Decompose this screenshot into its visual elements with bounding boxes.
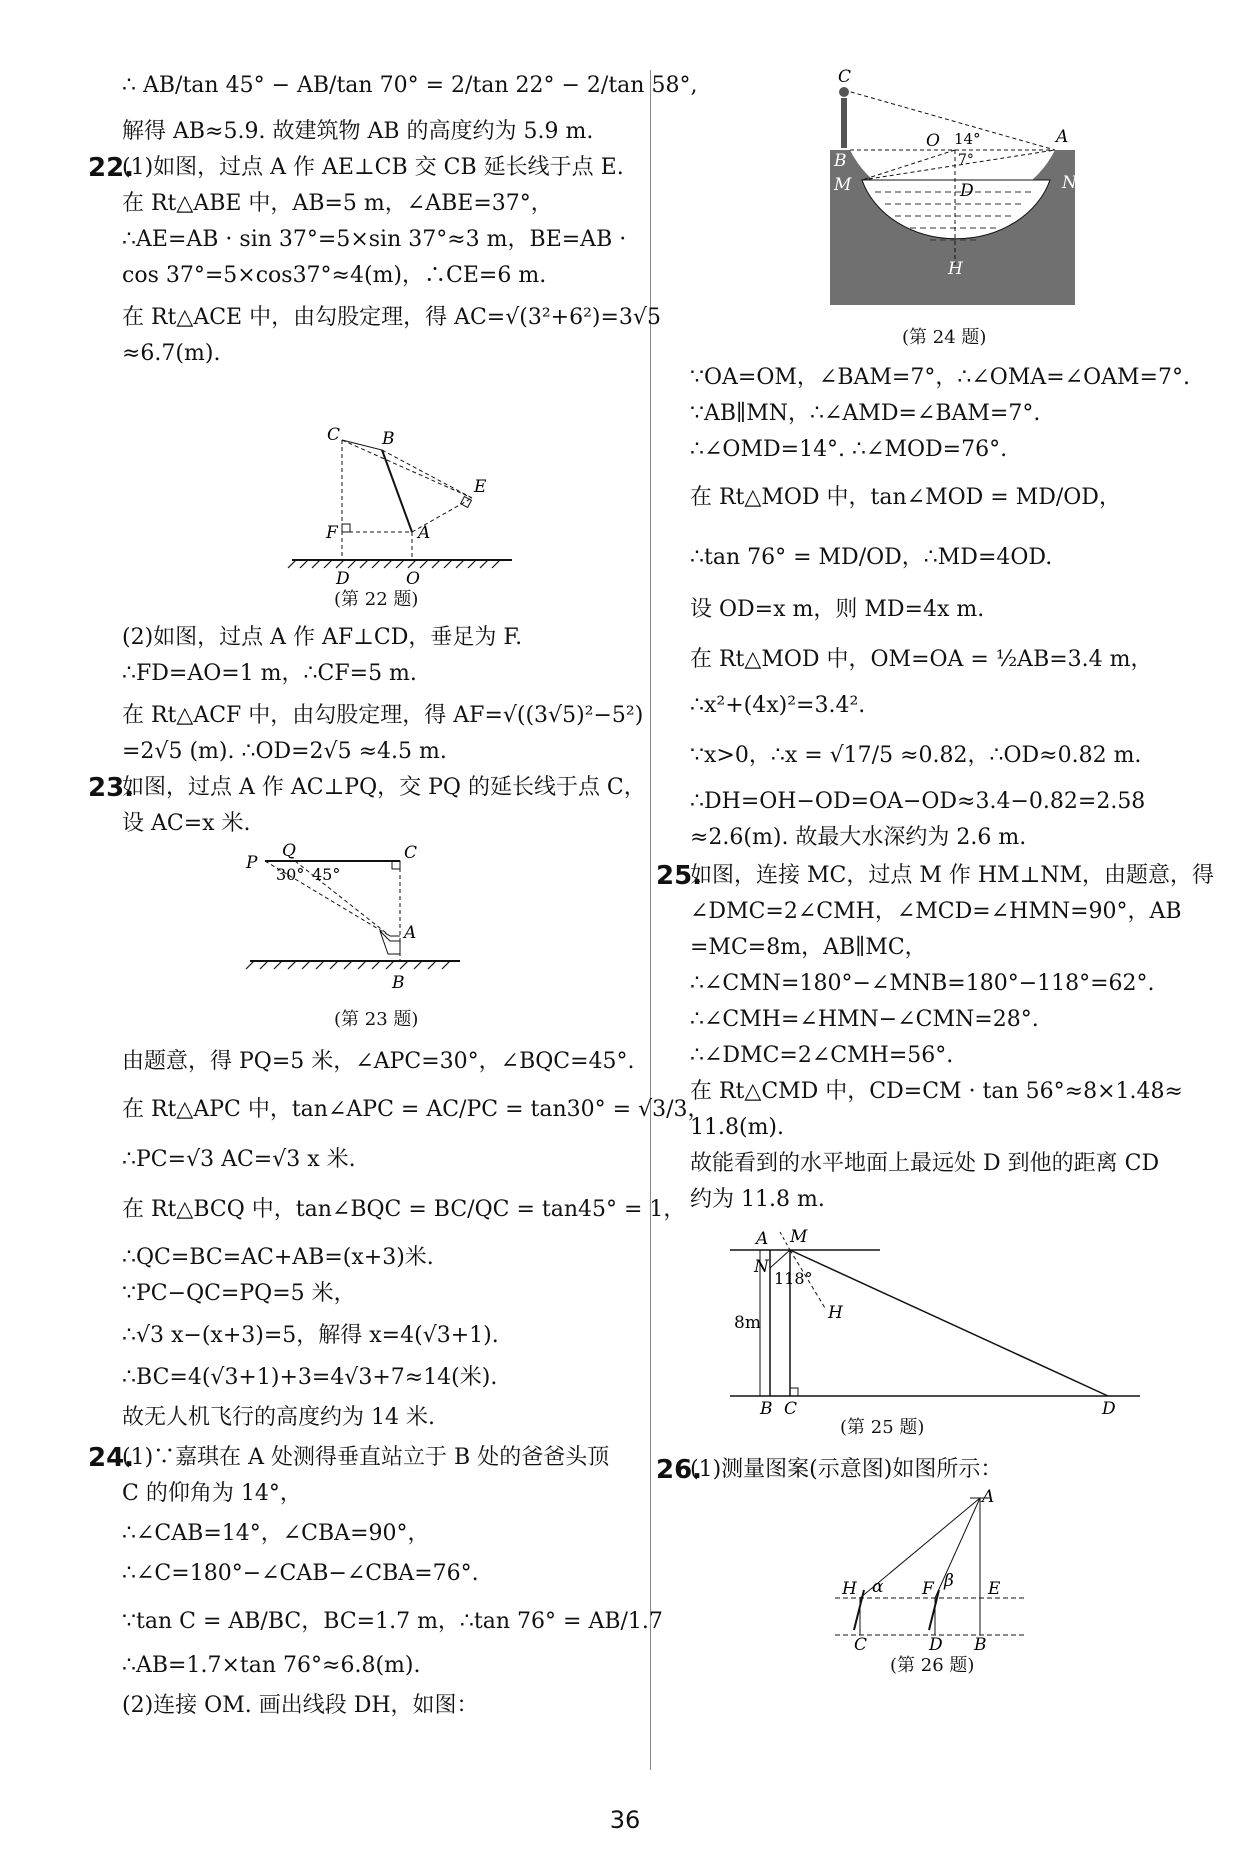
fig-label: B (760, 1399, 773, 1419)
fig-label: A (982, 1487, 995, 1507)
fig-label: B (382, 429, 395, 449)
text-line: 由题意，得 PQ=5 米，∠APC=30°，∠BQC=45°. (122, 1049, 635, 1074)
fig-label: M (790, 1227, 808, 1247)
fig-label: 118° (774, 1269, 813, 1288)
fig-label: C (327, 425, 341, 445)
text-line: 在 Rt△ABE 中，AB=5 m，∠ABE=37°， (122, 191, 553, 216)
text-line: ∵tan C = AB/BC，BC=1.7 m，∴tan 76° = AB/1.7 (122, 1609, 663, 1634)
text-line: ∴BC=4(√3+1)+3=4√3+7≈14(米). (122, 1365, 498, 1390)
text-line: ∠DMC=2∠CMH，∠MCD=∠HMN=90°，AB (690, 899, 1182, 924)
fig-label: H (948, 259, 963, 279)
fig-label: β (944, 1571, 954, 1591)
text-line: 约为 11.8 m. (690, 1187, 825, 1212)
text-line: ∴x²+(4x)²=3.4². (690, 693, 866, 718)
text-line: ∵x>0，∴x = √17/5 ≈0.82，∴OD≈0.82 m. (690, 743, 1142, 768)
text-line: 故能看到的水平地面上最远处 D 到他的距离 CD (690, 1151, 1160, 1176)
figure-caption: (第 22 题) (334, 589, 419, 610)
text-line: ≈6.7(m). (122, 341, 221, 366)
fig-label: 14° (954, 130, 981, 148)
figure-26 (830, 1487, 1030, 1655)
fig-label: B (974, 1635, 987, 1655)
problem-number: 23. (88, 773, 135, 803)
figure-24 (830, 67, 1090, 320)
fig-label: C (784, 1399, 798, 1419)
text-line: 如图，连接 MC，过点 M 作 HM⊥NM，由题意，得 (690, 863, 1215, 888)
text-line: ∴FD=AO=1 m，∴CF=5 m. (122, 661, 417, 686)
text-line: cos 37°=5×cos37°≈4(m)，∴CE=6 m. (122, 263, 547, 288)
fig-label: C (838, 67, 852, 87)
text-line: (2)连接 OM. 画出线段 DH，如图： (122, 1693, 479, 1718)
fig-label: E (474, 477, 487, 497)
text-line: 在 Rt△BCQ 中，tan∠BQC = BC/QC = tan45° = 1， (122, 1197, 686, 1222)
fig-label: E (988, 1579, 1001, 1599)
text-line: (1)测量图案(示意图)如图所示： (690, 1457, 1003, 1482)
figure-caption: (第 23 题) (334, 1009, 419, 1030)
fig-label: D (336, 569, 350, 589)
fig-label: F (922, 1579, 934, 1599)
figure-25 (720, 1227, 1140, 1419)
page-number: 36 (609, 1806, 641, 1834)
text-line: ∵OA=OM，∠BAM=7°，∴∠OMA=∠OAM=7°. (690, 365, 1190, 390)
text-line: ∴tan 76° = MD/OD，∴MD=4OD. (690, 545, 1053, 570)
text-line: (1)∵嘉琪在 A 处测得垂直站立于 B 处的爸爸头顶 (122, 1445, 610, 1470)
fig-label: C (854, 1635, 868, 1655)
fig-label: N (1062, 173, 1077, 193)
text-line: 在 Rt△MOD 中，tan∠MOD = MD/OD， (690, 485, 1121, 510)
fig-label: H (842, 1579, 857, 1599)
text-line: ∴∠CMH=∠HMN−∠CMN=28°. (690, 1007, 1039, 1032)
fig-label: C (404, 843, 418, 863)
text-line: ∵AB∥MN，∴∠AMD=∠BAM=7°. (690, 401, 1041, 426)
fig-label: O (926, 131, 940, 151)
figure-22 (282, 420, 522, 590)
text-line: 11.8(m). (690, 1115, 785, 1140)
fig-label: N (754, 1257, 769, 1277)
text-line: 在 Rt△MOD 中，OM=OA = ½AB=3.4 m， (690, 647, 1153, 672)
fig-label: D (960, 181, 974, 201)
text-line: ∴∠DMC=2∠CMH=56°. (690, 1043, 954, 1068)
fig-label: 7° (958, 152, 974, 168)
fig-label: 8m (734, 1313, 761, 1333)
fig-label: A (1056, 127, 1069, 147)
text-line: ∴∠CMN=180°−∠MNB=180°−118°=62°. (690, 971, 1155, 996)
fig-label: B (392, 973, 405, 993)
text-line: 设 OD=x m，则 MD=4x m. (690, 597, 985, 622)
text-line: 故无人机飞行的高度约为 14 米. (122, 1405, 435, 1430)
figure-caption: (第 24 题) (902, 327, 987, 348)
fig-label: H (828, 1303, 843, 1323)
text-line: =2√5 (m). ∴OD=2√5 ≈4.5 m. (122, 739, 447, 764)
fig-label: A (756, 1229, 769, 1249)
fig-label: A (418, 523, 431, 543)
text-line: ∴√3 x−(x+3)=5，解得 x=4(√3+1). (122, 1323, 499, 1348)
text-line: ∴QC=BC=AC+AB=(x+3)米. (122, 1245, 434, 1270)
problem-number: 24. (88, 1443, 135, 1473)
text-line: 解得 AB≈5.9. 故建筑物 AB 的高度约为 5.9 m. (122, 119, 594, 144)
text-line: 在 Rt△ACE 中，由勾股定理，得 AC=√(3²+6²)=3√5 (122, 305, 661, 330)
problem-number: 22. (88, 153, 135, 183)
text-line: ≈2.6(m). 故最大水深约为 2.6 m. (690, 825, 1027, 850)
text-line: ∴AE=AB · sin 37°=5×sin 37°≈3 m，BE=AB · (122, 227, 627, 252)
text-line: 设 AC=x 米. (122, 811, 251, 836)
text-line: ∴ AB/tan 45° − AB/tan 70° = 2/tan 22° − 2/tan 58°, (122, 73, 698, 98)
fig-label: Q (282, 841, 296, 861)
text-line: 在 Rt△APC 中，tan∠APC = AC/PC = tan30° = √3/3， (122, 1097, 710, 1122)
fig-label: D (929, 1635, 943, 1655)
problem-number: 25. (656, 861, 703, 891)
text-line: ∴∠OMD=14°. ∴∠MOD=76°. (690, 437, 1008, 462)
fig-label: D (1102, 1399, 1116, 1419)
text-line: ∴∠C=180°−∠CAB−∠CBA=76°. (122, 1561, 479, 1586)
problem-number: 26. (656, 1455, 703, 1485)
figure-caption: (第 26 题) (890, 1655, 975, 1676)
text-line: ∴DH=OH−OD=OA−OD≈3.4−0.82=2.58 (690, 789, 1146, 814)
fig-label: 45° (312, 865, 341, 884)
figure-caption: (第 25 题) (840, 1417, 925, 1438)
fig-label: A (404, 923, 417, 943)
fig-label: B (834, 151, 847, 171)
fig-label: O (406, 569, 420, 589)
figure-23 (240, 841, 480, 1006)
text-line: ∴PC=√3 AC=√3 x 米. (122, 1147, 356, 1172)
text-line: 在 Rt△CMD 中，CD=CM · tan 56°≈8×1.48≈ (690, 1079, 1183, 1104)
text-line: ∵PC−QC=PQ=5 米， (122, 1281, 356, 1306)
text-line: C 的仰角为 14°， (122, 1481, 302, 1506)
fig-label: 30° (276, 865, 305, 884)
fig-label: α (872, 1577, 884, 1597)
fig-label: P (246, 853, 258, 873)
text-line: ∴∠CAB=14°，∠CBA=90°， (122, 1521, 430, 1546)
fig-label: M (834, 175, 852, 195)
text-line: (1)如图，过点 A 作 AE⊥CB 交 CB 延长线于点 E. (122, 155, 624, 180)
text-line: =MC=8m，AB∥MC， (690, 935, 927, 960)
fig-label: F (326, 523, 338, 543)
text-line: 如图，过点 A 作 AC⊥PQ，交 PQ 的延长线于点 C， (122, 775, 646, 800)
text-line: (2)如图，过点 A 作 AF⊥CD，垂足为 F. (122, 625, 523, 650)
text-line: ∴AB=1.7×tan 76°≈6.8(m). (122, 1653, 421, 1678)
text-line: 在 Rt△ACF 中，由勾股定理，得 AF=√((3√5)²−5²) (122, 703, 644, 728)
